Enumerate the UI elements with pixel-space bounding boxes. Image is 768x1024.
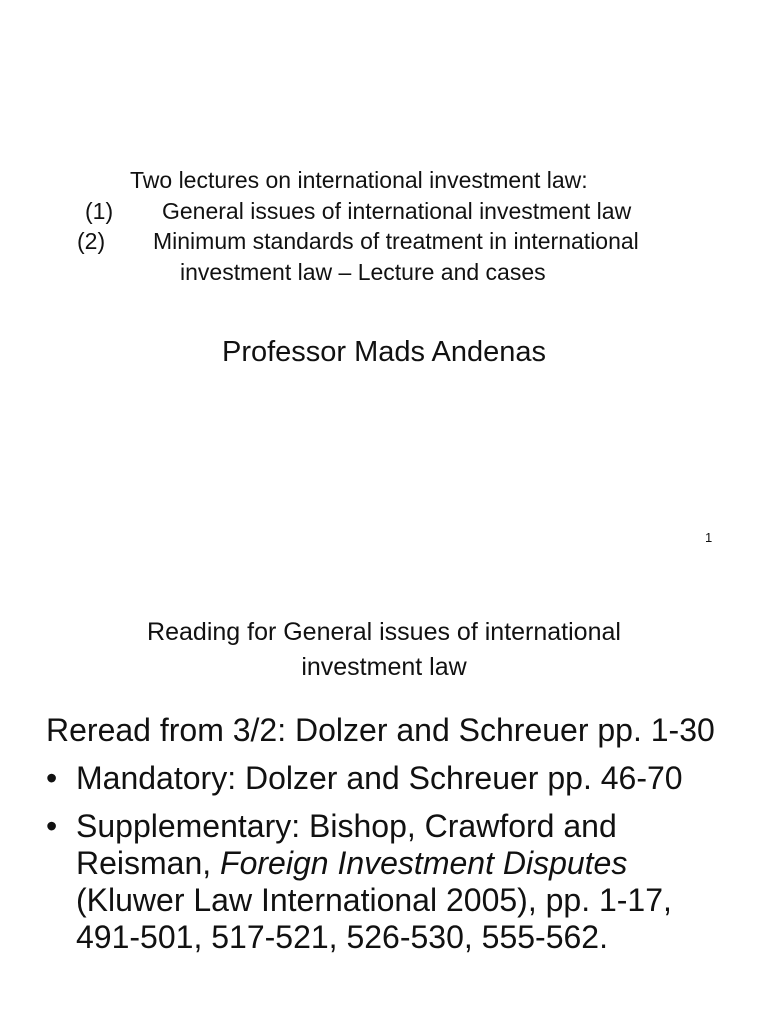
- lecture-2-text: Minimum standards of treatment in international: [153, 228, 639, 254]
- slide-2-title-line-2: investment law: [301, 653, 467, 681]
- book-title: Foreign Investment Disputes: [220, 845, 628, 881]
- title-intro-line: [0, 165, 768, 196]
- reading-item-text: Mandatory: Dolzer and Schreuer pp. 46-70: [76, 760, 683, 796]
- slide-2-title-line-1: Reading for General issues of international: [147, 618, 621, 646]
- bullet-icon: •: [46, 808, 58, 844]
- lecture-2-number: (2): [77, 228, 106, 254]
- reading-item-supplementary: [46, 808, 736, 956]
- lecture-2-text-continued: investment law – Lecture and cases: [180, 258, 546, 285]
- slide-2-title: [0, 615, 768, 685]
- lecture-1-text: General issues of international investment law: [162, 197, 632, 224]
- reading-item-text-continued: (Kluwer Law International 2005), pp. 1-17, 491-501, 517-521, 526-530, 555-562.: [76, 882, 672, 955]
- author-name: Professor Mads Andenas: [221, 336, 546, 368]
- page-number: 1: [705, 530, 713, 545]
- title-intro: Two lectures on international investment law:: [130, 167, 588, 193]
- reading-item-text: Supplementary: Bishop, Crawford and Reisman,: [76, 808, 617, 881]
- reading-item-mandatory: [46, 760, 736, 797]
- slide-2: [0, 560, 768, 1024]
- reading-item-text: Reread from 3/2: Dolzer and Schreuer pp. 1-30: [46, 712, 715, 748]
- lecture-2-line: [0, 226, 768, 257]
- lecture-2-continued-line: [0, 257, 768, 288]
- reading-list: [46, 712, 736, 967]
- bullet-icon: •: [46, 760, 58, 796]
- reading-item-reread: [46, 712, 736, 749]
- slide-title: [0, 165, 768, 287]
- lecture-1-number: (1): [85, 197, 114, 224]
- lecture-1-line: [0, 196, 768, 227]
